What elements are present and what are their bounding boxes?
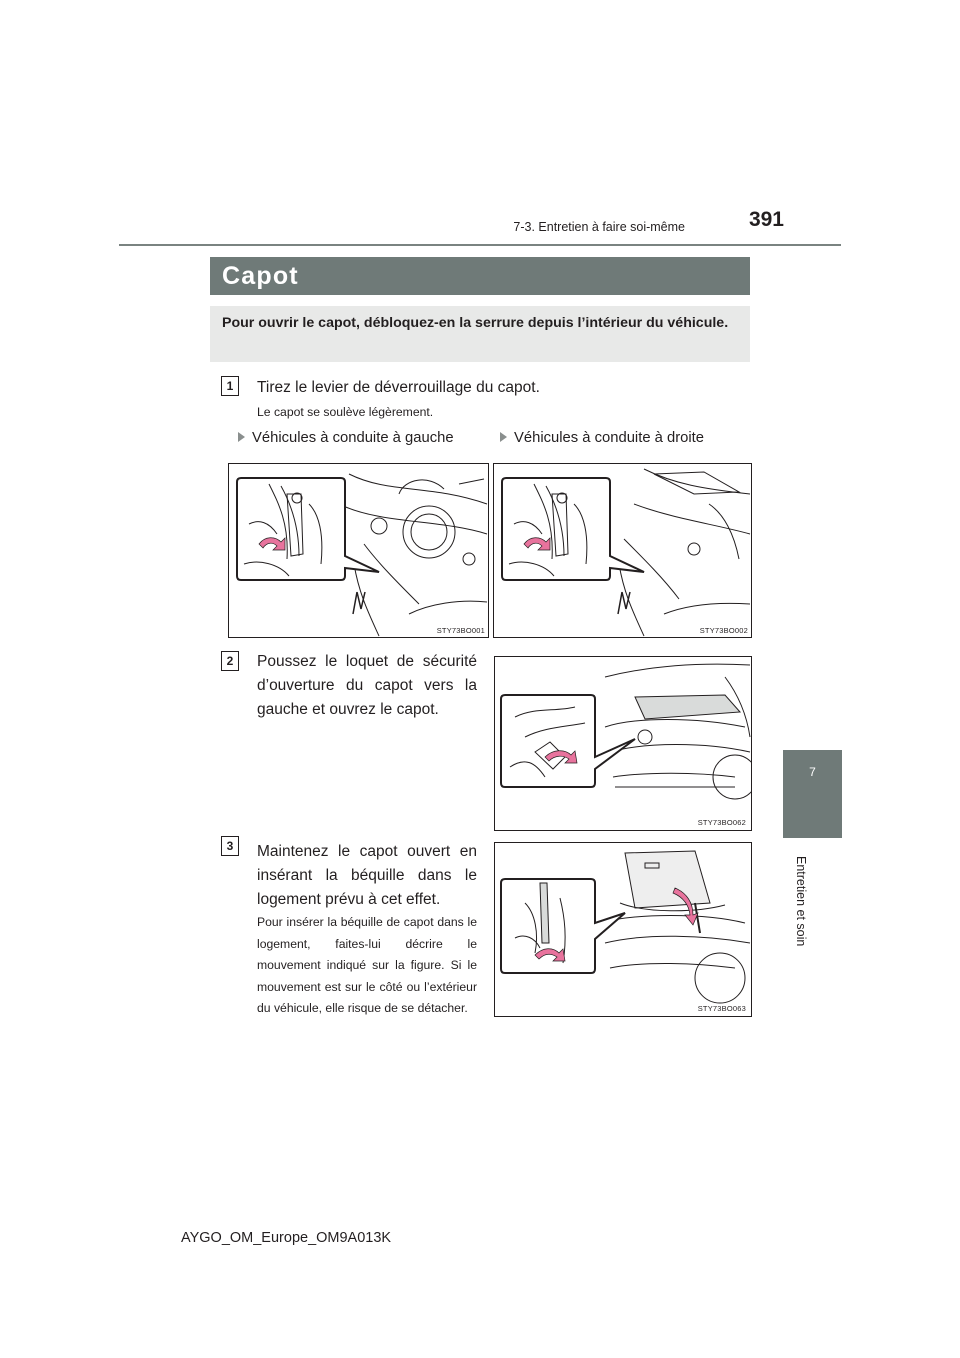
section-title: 7-3. Entretien à faire soi-même xyxy=(513,220,685,234)
figure-rhd-release-lever xyxy=(493,463,752,638)
chapter-label: Entretien et soin xyxy=(794,856,808,947)
step-2-text: Poussez le loquet de sécurité d’ouverture du capot vers la gauche et ouvrez le capot. xyxy=(257,653,477,718)
hood-support-illustration xyxy=(495,843,751,1016)
step-number-3: 3 xyxy=(221,836,239,856)
document-footer: AYGO_OM_Europe_OM9A013K xyxy=(181,1230,392,1246)
figure-safety-catch xyxy=(494,656,752,831)
safety-catch-illustration xyxy=(495,657,751,830)
release-lever-lhd-illustration xyxy=(229,464,488,637)
figure-hood-support xyxy=(494,842,752,1017)
step-1-note: Le capot se soulève légèrement. xyxy=(257,405,434,419)
variant-lhd-text: Véhicules à conduite à gauche xyxy=(252,430,454,446)
step-3-text: Maintenez le capot ouvert en insérant la béquille dans le logement prévu à cet effet. xyxy=(257,843,477,908)
variant-rhd-label xyxy=(500,430,704,446)
chapter-number: 7 xyxy=(809,765,816,779)
figure-code: STY73BO002 xyxy=(699,626,748,635)
figure-code: STY73BO001 xyxy=(436,626,485,635)
page-number: 391 xyxy=(748,208,784,231)
step-1-text: Tirez le levier de déverrouillage du capot. xyxy=(257,379,540,396)
triangle-bullet-icon xyxy=(238,432,245,442)
step-number-1: 1 xyxy=(221,376,239,396)
step-number-2: 2 xyxy=(221,651,239,671)
variant-lhd-label xyxy=(238,430,454,446)
header-rule xyxy=(119,244,841,246)
variant-rhd-text: Véhicules à conduite à droite xyxy=(514,430,705,446)
page-title: Capot xyxy=(222,262,299,290)
release-lever-rhd-illustration xyxy=(494,464,751,637)
figure-code: STY73BO063 xyxy=(697,1004,746,1013)
triangle-bullet-icon xyxy=(500,432,507,442)
step-3-note: Pour insérer la béquille de capot dans le logement, faites-lui décrire le mouvement indiqué sur la figure. Si le mouvement est sur le côté ou l’extérieur du véhicule, elle risque de se détacher. xyxy=(257,915,477,1015)
intro-text: Pour ouvrir le capot, débloquez-en la serrure depuis l’intérieur du véhicule. xyxy=(222,315,729,331)
figure-lhd-release-lever xyxy=(228,463,489,638)
chapter-tab xyxy=(783,750,842,838)
figure-code: STY73BO062 xyxy=(697,818,746,827)
